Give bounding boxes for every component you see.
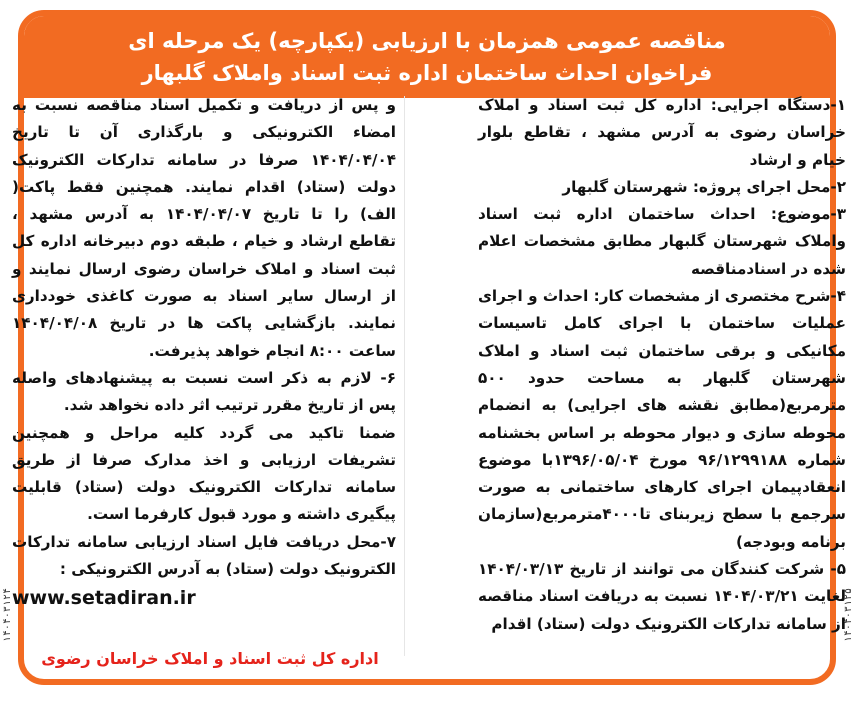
column-divider	[404, 96, 405, 656]
paragraph-location: ۲-محل اجرای پروژه: شهرستان گلبهار	[562, 177, 846, 196]
paragraph-emphasis: ضمنا تاکید می گردد کلیه مراحل و همچنین تشریفات ارزیابی و اخذ مدارک صرفا از طریق سامانه تدارکات الکترونیک دولت (ستاد) قابلیت پیگیری داشته و مورد قبول کارفرما است.	[12, 423, 396, 524]
paragraph-participants: ۵- شرکت کنندگان می توانند از تاریخ ۱۴۰۴/۰۳/۱۳ لغایت ۱۴۰۴/۰۳/۲۱ نسبت به دریافت اسناد مناقصه از سامانه تدارکات الکترونیک دولت (ستاد) اقدام	[478, 560, 846, 633]
paragraph-note: ۶- لازم به ذکر است نسبت به پیشنهادهای واصله پس از تاریخ مقرر ترتیب اثر داده نخواهد شد.	[12, 368, 396, 415]
paragraph-description: ۴-شرح مختصری از مشخصات کار: احداث و اجرای عملیات ساختمان با اجرای کامل تاسیسات مکانیکی و برقی ساختمان ثبت اسناد و املاک شهرستان گلبهار به مساحت حدود ۵۰۰ مترمربع(مطابق نقشه های اجرایی) به انضمام محوطه سازی و دیوار محوطه بر اساس بخشنامه شماره ۹۶/۱۲۹۹۱۸۸ مورخ ۱۳۹۶/۰۵/۰۴با موضوع انعقادپیمان اجرای کارهای ساختمانی به صورت سرجمع با سطح زیربنای تا۴۰۰۰مترمربع(سازمان برنامه وبودجه)	[478, 287, 846, 551]
footer-organization: اداره کل ثبت اسناد و املاک خراسان رضوی	[41, 649, 379, 668]
paragraph-download: ۷-محل دریافت فایل اسناد ارزیابی سامانه تدارکات الکترونیک دولت (ستاد) به آدرس الکترونیکی :	[12, 532, 396, 579]
paragraph-subject: ۳-موضوع: احداث ساختمان اداره ثبت اسناد واملاک شهرستان گلبهار مطابق مشخصات اعلام شده در اسنادمناقصه	[478, 205, 846, 278]
right-column	[478, 92, 846, 638]
paragraph-executor: ۱-دستگاه اجرایی: اداره کل ثبت اسناد و املاک خراسان رضوی به آدرس مشهد ، تقاطع بلوار خیام و ارشاد	[478, 96, 846, 169]
website-link[interactable]: www.setadiran.ir	[12, 587, 196, 610]
paragraph-submission: و پس از دریافت و تکمیل اسناد مناقصه نسبت به امضاء الکترونیکی و بارگذاری آن تا تاریخ ۱۴۰۴/۰۴/۰۴ صرفا در سامانه تدارکات الکترونیک دولت (ستاد) اقدام نمایند. همچنین فقط پاکت( الف) را تا تاریخ ۱۴۰۴/۰۴/۰۷ به آدرس مشهد ، تقاطع ارشاد و خیام ، طبقه دوم دبیرخانه اداره کل ثبت اسناد و املاک خراسان رضوی ارسال نمایند و از ارسال سایر اسناد به صورت کاغذی خودداری نمایند. بازگشایی پاکت ها در تاریخ ۱۴۰۴/۰۴/۰۸ ساعت ۸:۰۰ انجام خواهد پذیرفت.	[12, 96, 396, 360]
notice-header	[24, 16, 830, 98]
side-id-left: ۱۴۰۴۰۳۱۲۴	[2, 588, 13, 643]
header-title: مناقصه عمومی همزمان با ارزیابی (یکپارچه) یک مرحله ای	[128, 29, 726, 53]
header-subtitle: فراخوان احداث ساختمان اداره ثبت اسناد واملاک گلبهار	[141, 61, 713, 85]
left-column	[12, 92, 396, 613]
side-id-right: ۱۴۰۴۰۳۱۲۵	[843, 588, 854, 643]
